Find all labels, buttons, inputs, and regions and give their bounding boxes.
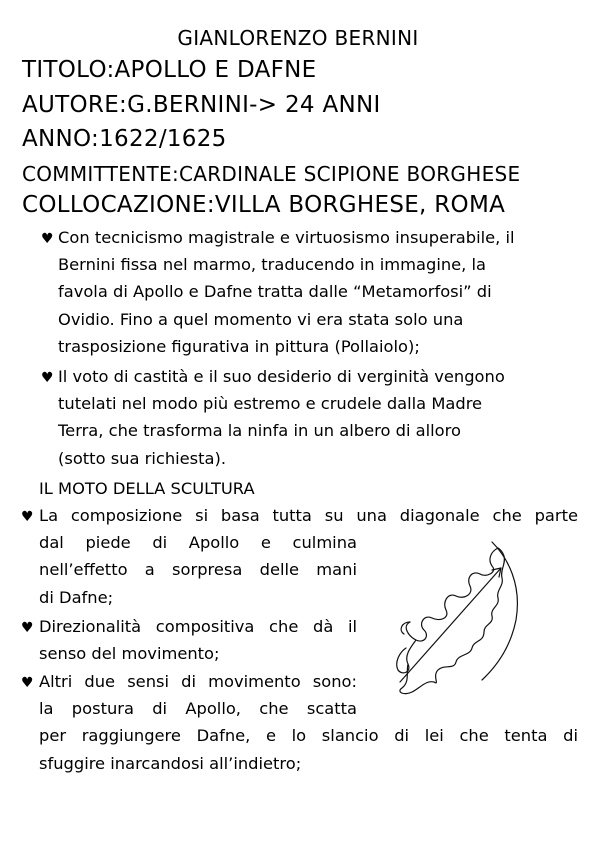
- paragraph-chastity: [58, 363, 505, 472]
- artwork-location: COLLOCAZIONE:VILLA BORGHESE, ROMA: [22, 192, 506, 218]
- text-line: trasposizione figurativa in pittura (Pollaiolo);: [58, 336, 420, 356]
- artwork-year: ANNO:1622/1625: [22, 126, 227, 152]
- heart-bullet-icon: ♥: [41, 370, 54, 386]
- paragraph-direction: [39, 613, 357, 667]
- text-line: Bernini fissa nel marmo, traducendo in immagine, la: [58, 255, 487, 275]
- text-line: senso del movimento;: [39, 644, 220, 664]
- text-line: nell’effetto a sorpresa delle mani: [39, 560, 357, 580]
- artwork-client: COMMITTENTE:CARDINALE SCIPIONE BORGHESE: [22, 162, 521, 186]
- text-line: Terra, che trasforma la ninfa in un albero di alloro: [58, 421, 461, 441]
- artwork-author: AUTORE:G.BERNINI-> 24 ANNI: [22, 92, 381, 118]
- heart-bullet-icon: ♥: [41, 231, 54, 247]
- text-line: Il voto di castità e il suo desiderio di verginità vengono: [58, 367, 505, 386]
- text-line: La composizione si basa tutta su una diagonale che parte: [39, 506, 578, 525]
- page-title: GIANLORENZO BERNINI: [177, 26, 419, 50]
- text-line: tutelati nel modo più estremo e crudele dalla Madre: [58, 394, 483, 414]
- text-line: sfuggire inarcandosi all’indietro;: [39, 753, 302, 773]
- text-line: Altri due sensi di movimento sono:: [39, 672, 357, 691]
- heart-bullet-icon: ♥: [21, 620, 34, 636]
- paragraph-ovid: [58, 224, 515, 360]
- diagonal-movement-sketch: [380, 530, 560, 710]
- text-line: Direzionalità compositiva che dà il: [39, 617, 357, 636]
- diagonal-arrow-line: [400, 568, 501, 682]
- text-line: la postura di Apollo, che scatta: [39, 699, 357, 719]
- text-line: dal piede di Apollo e culmina: [39, 533, 357, 553]
- artwork-title: TITOLO:APOLLO E DAFNE: [22, 57, 317, 83]
- text-line: favola di Apollo e Dafne tratta dalle “Metamorfosi” di: [58, 282, 492, 302]
- section-heading-motion: IL MOTO DELLA SCULTURA: [39, 479, 255, 498]
- heart-bullet-icon: ♥: [21, 675, 34, 691]
- text-line: Ovidio. Fino a quel momento vi era stata solo una: [58, 309, 464, 329]
- text-line: di Dafne;: [39, 587, 114, 607]
- arc-curve: [482, 542, 517, 680]
- heart-bullet-icon: ♥: [21, 509, 34, 525]
- text-line: per raggiungere Dafne, e lo slancio di lei che tenta di: [39, 726, 578, 746]
- text-line: Con tecnicismo magistrale e virtuosismo insuperabile, il: [58, 228, 515, 247]
- text-line: (sotto sua richiesta).: [58, 448, 227, 468]
- spiral-outline: [397, 548, 505, 694]
